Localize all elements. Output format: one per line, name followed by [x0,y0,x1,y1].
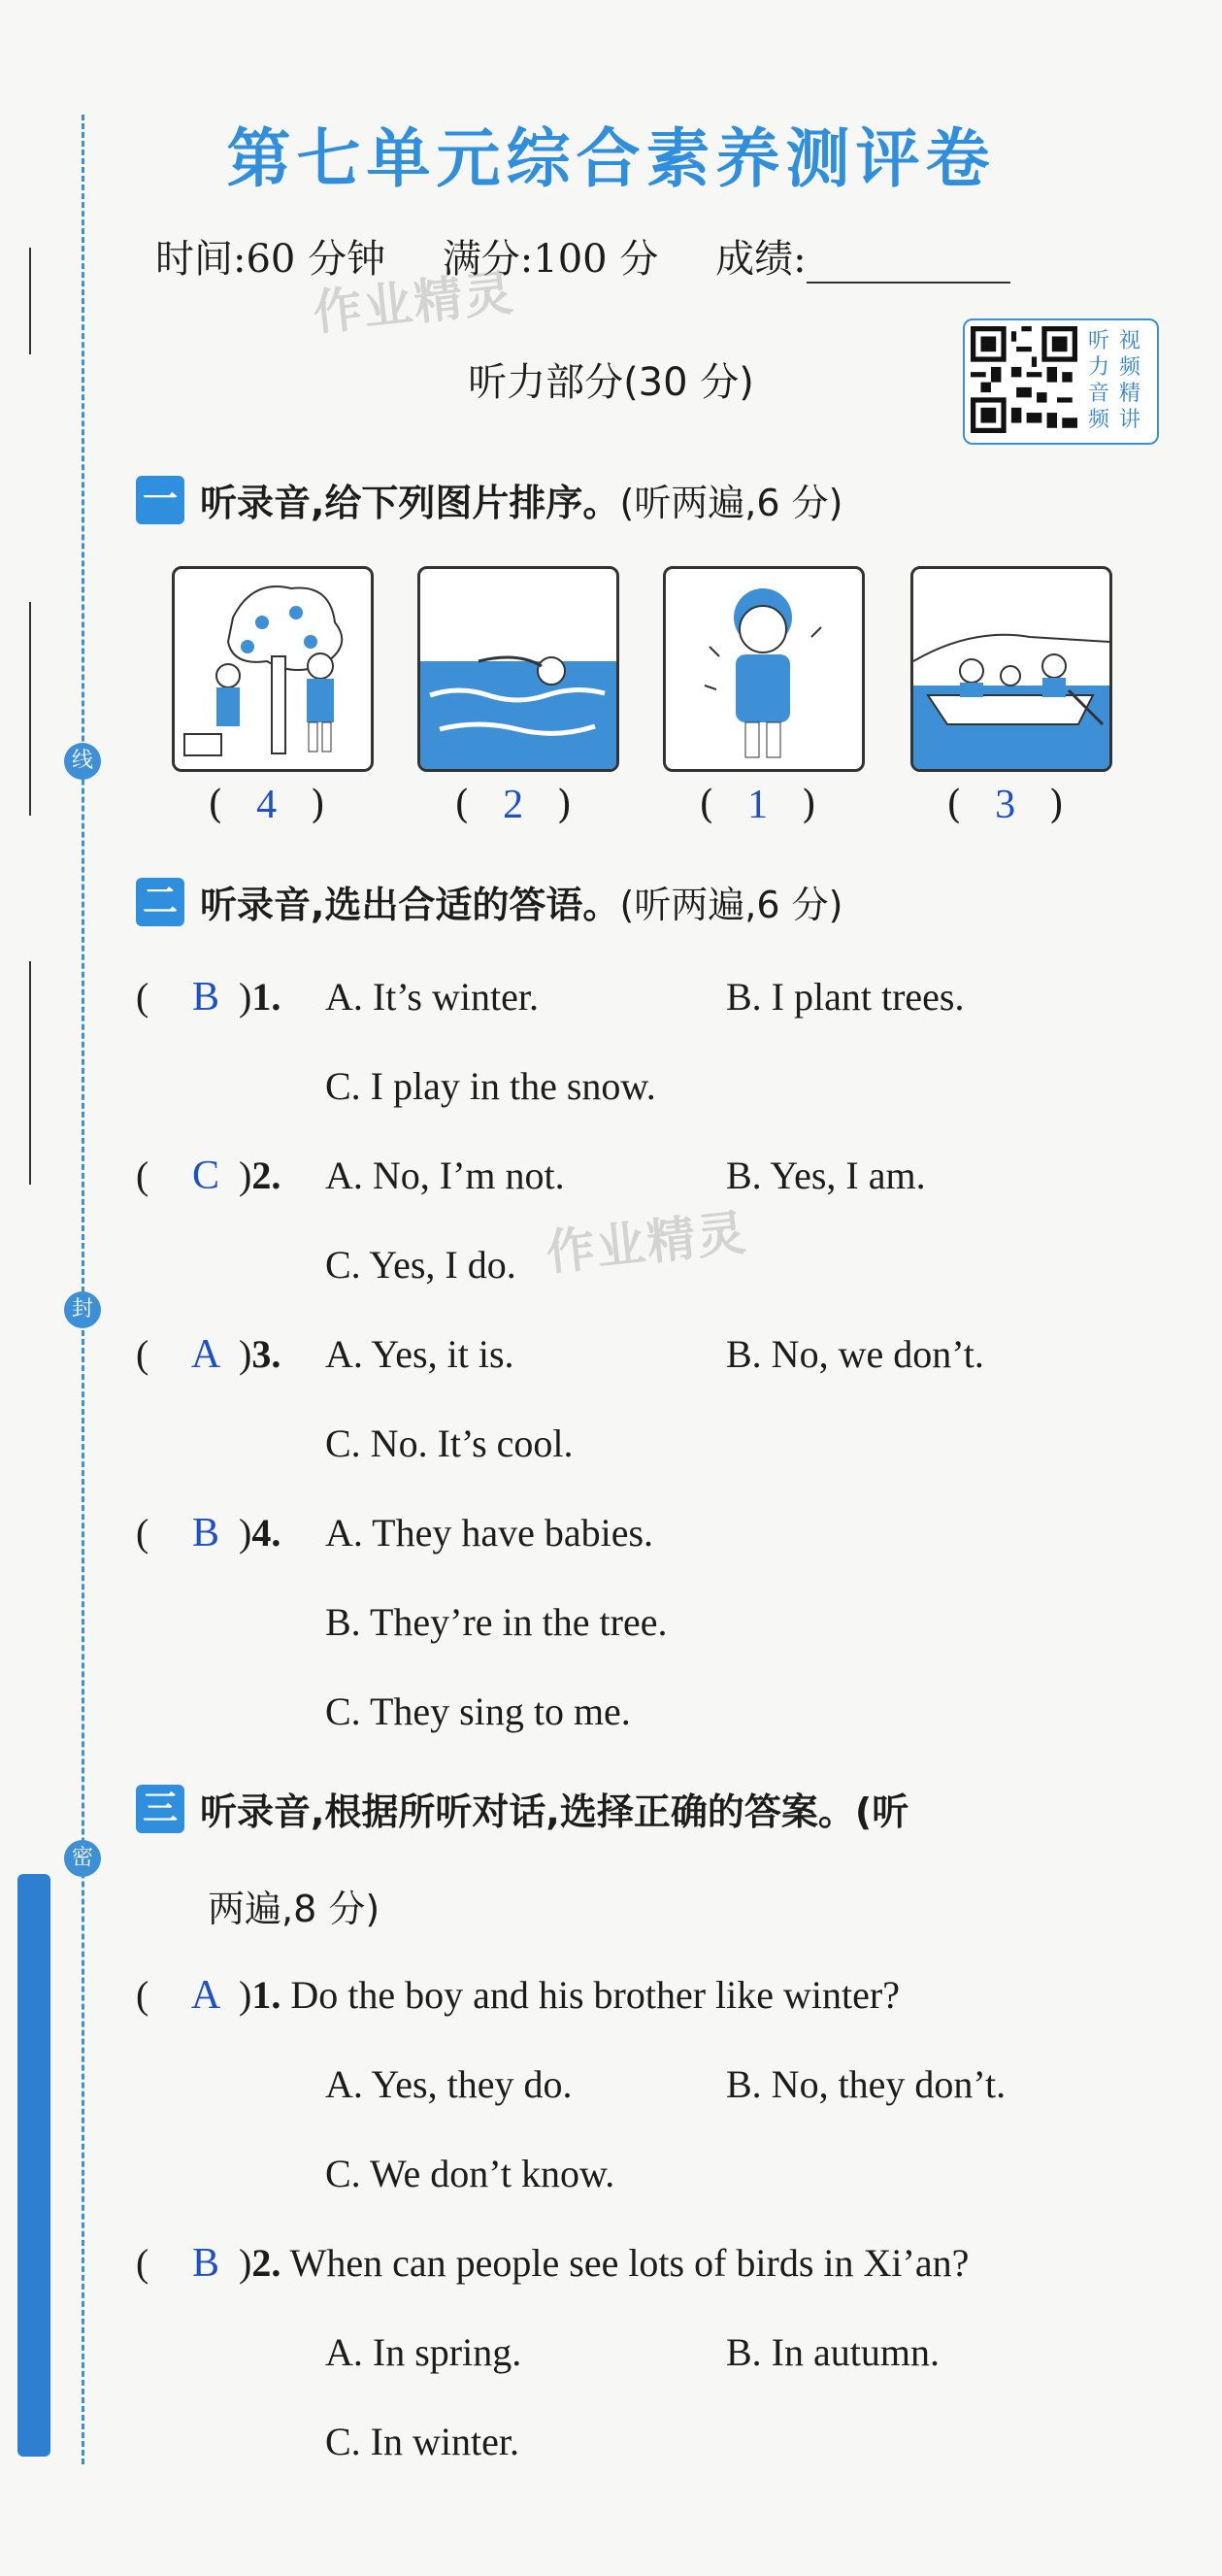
option-a: A. It’s winter. [325,975,539,1019]
cut-line [82,115,84,2464]
picture-cold-boy [663,566,865,772]
time-limit: 时间:60 分钟 [155,237,386,282]
option-b: B. In autumn. [726,2330,940,2374]
option-c: C. No. It’s cool. [325,1422,574,1465]
question-row: ( A )3. [136,1332,281,1377]
section-badge: 二 [136,878,184,926]
picture-answer-slot: ( 3 ) [946,783,1065,827]
section-badge: 一 [136,476,184,524]
score-blank [807,249,1010,284]
section-3-heading-cont: 两遍,8 分) [208,1888,380,1930]
score-label: 成绩: [715,237,807,282]
question-row: ( B )2. When can people see lots of birds in Xi’an? [136,2241,970,2286]
full-score: 满分:100 分 [442,237,659,282]
option-a: A. Yes, they do. [325,2062,573,2106]
publisher-stripe [17,1874,50,2457]
question-row: ( B )1. [136,975,281,1020]
qr-code-icon [971,326,1077,433]
option-b: B. No, we don’t. [726,1332,984,1376]
exam-meta [155,228,1055,284]
page-title: 第七单元综合素养测评卷 [226,121,996,196]
binding-mark-seal: 封 [64,1291,101,1328]
picture-apple-picking [172,566,374,772]
question-row: ( A )1. Do the boy and his brother like winter? [136,1973,900,2018]
picture-answer-slot: ( 2 ) [454,783,573,827]
binding-rule [29,602,31,816]
option-c: C. They sing to me. [325,1689,631,1733]
section-3-heading: 三 听录音,根据所听对话,选择正确的答案。(听 [136,1782,908,1835]
qr-caption: 听 视 力 频 音 精 频 讲 [1087,329,1140,432]
question-row: ( C )2. [136,1154,281,1198]
binding-rule [29,961,31,1185]
option-b: B. No, they don’t. [726,2062,1007,2106]
option-a: A. No, I’m not. [325,1154,565,1197]
option-a: A. They have babies. [325,1511,654,1555]
listening-section-title: 听力部分(30 分) [468,360,754,405]
option-c: C. We don’t know. [325,2152,615,2195]
question-row: ( B )4. [136,1511,281,1556]
option-c: C. In winter. [325,2420,519,2463]
option-a: A. In spring. [325,2330,522,2374]
option-c: C. I play in the snow. [325,1064,656,1108]
option-c: C. Yes, I do. [325,1243,516,1287]
picture-swimming [417,566,619,772]
binding-rule [29,248,31,354]
section-1-heading: 一 听录音,给下列图片排序。(听两遍,6 分) [136,473,842,526]
binding-mark-secret: 密 [64,1840,101,1877]
section-badge: 三 [136,1785,184,1833]
option-b: B. They’re in the tree. [325,1600,668,1644]
picture-answer-slot: ( 1 ) [699,783,817,827]
section-2-heading: 二 听录音,选出合适的答语。(听两遍,6 分) [136,875,842,928]
qr-code-box[interactable] [963,318,1159,445]
picture-boating [910,566,1112,772]
watermark: 作业精灵 [310,264,517,342]
binding-mark-line: 线 [64,743,101,780]
watermark: 作业精灵 [543,1204,750,1282]
picture-answer-slot: ( 4 ) [208,783,326,827]
option-a: A. Yes, it is. [325,1332,514,1376]
option-b: B. I plant trees. [726,975,965,1019]
option-b: B. Yes, I am. [726,1154,926,1197]
